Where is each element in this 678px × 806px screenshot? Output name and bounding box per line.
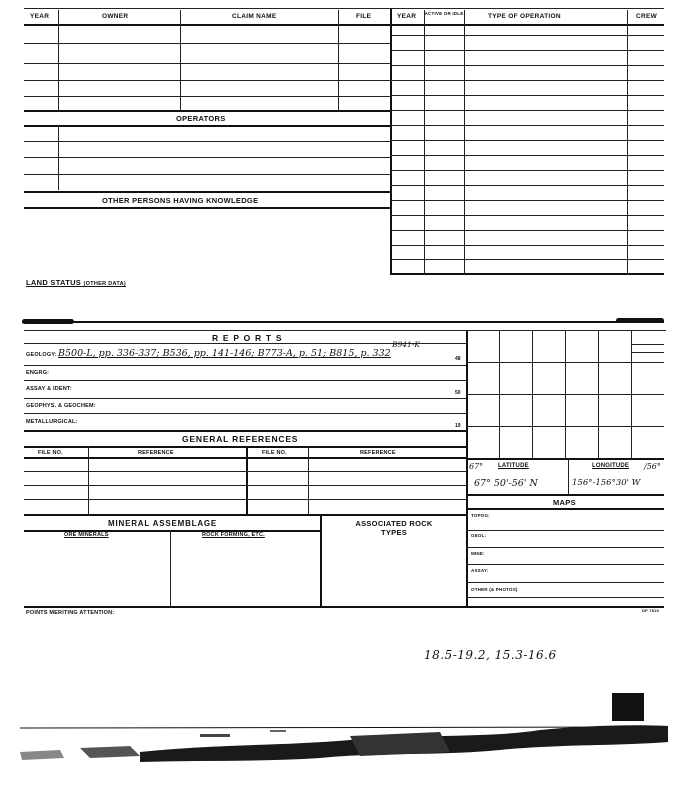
gr-header-file-no-2: FILE NO. — [262, 450, 287, 456]
geology-annotation: B941-K — [392, 340, 420, 349]
mineral-assemblage-title: MINERAL ASSEMBLAGE — [108, 519, 218, 528]
geology-number: 48 — [455, 356, 461, 362]
associated-rock-types: ASSOCIATED ROCK TYPES — [355, 519, 433, 537]
points-meriting-attention: POINTS MERITING ATTENTION: — [26, 610, 115, 616]
reports-title: R E P O R T S — [212, 333, 283, 343]
geology-label: GEOLOGY: — [26, 352, 57, 358]
metallurgical-label: METALLURGICAL: — [26, 419, 78, 425]
land-status-title: LAND STATUS (OTHER DATA) — [26, 278, 126, 287]
ore-minerals-label: ORE MINERALS — [64, 532, 109, 538]
maps-geol: GEOL: — [471, 533, 487, 538]
col-header-owner: OWNER — [102, 13, 129, 20]
col-header-active-or-idle: ACTIVE OR IDLE — [424, 11, 464, 16]
col-header-crew: CREW — [636, 13, 658, 20]
lat-prefix: 67° — [469, 462, 484, 471]
rock-forming-label: ROCK FORMING, ETC. — [202, 532, 265, 538]
maps-assay: ASSAY: — [471, 568, 489, 573]
assay-label: ASSAY & IDENT: — [26, 386, 72, 392]
col-header-year-ops: YEAR — [397, 13, 417, 20]
geophys-label: GEOPHYS. & GEOCHEM: — [26, 403, 96, 409]
assay-number: 50 — [455, 390, 461, 396]
maps-topog: TOPOG: — [471, 513, 490, 518]
gr-header-reference-1: REFERENCE — [138, 450, 174, 456]
engrg-label: ENGRG: — [26, 370, 50, 376]
lon-suffix: /56° — [644, 462, 661, 471]
col-header-type-of-operation: TYPE OF OPERATION — [488, 13, 561, 20]
gr-header-reference-2: REFERENCE — [360, 450, 396, 456]
scan-artifact-square — [612, 693, 644, 721]
maps-other-photos: OTHER (& PHOTOS) — [471, 587, 518, 592]
general-references-title: GENERAL REFERENCES — [182, 434, 299, 444]
longitude-label: LONGITUDE — [592, 463, 630, 469]
gr-header-file-no-1: FILE NO. — [38, 450, 63, 456]
geology-references: B500-L, pp. 336-337; B536, pp. 141-146; B773-A, p. 51; B815, p. 332 — [58, 348, 391, 359]
longitude-value: 156°-156°30' W — [572, 478, 641, 488]
handwritten-note: 18.5-19.2, 15.3-16.6 — [424, 648, 557, 662]
scan-noise-graphic — [20, 722, 668, 766]
metallurgical-number: 19 — [455, 423, 461, 429]
col-header-year: YEAR — [30, 13, 50, 20]
scan-artifact-band — [20, 722, 668, 766]
operators-title: OPERATORS — [176, 114, 226, 123]
latitude-value: 67° 50'-56' N — [474, 478, 538, 489]
other-persons-title: OTHER PERSONS HAVING KNOWLEDGE — [102, 196, 259, 205]
latitude-label: LATITUDE — [498, 463, 529, 469]
form-number: DP 7815 — [642, 608, 659, 613]
col-header-claim-name: CLAIM NAME — [232, 13, 277, 20]
maps-mine: MINE: — [471, 551, 485, 556]
col-header-file: FILE — [356, 13, 372, 20]
maps-title: MAPS — [553, 498, 576, 507]
